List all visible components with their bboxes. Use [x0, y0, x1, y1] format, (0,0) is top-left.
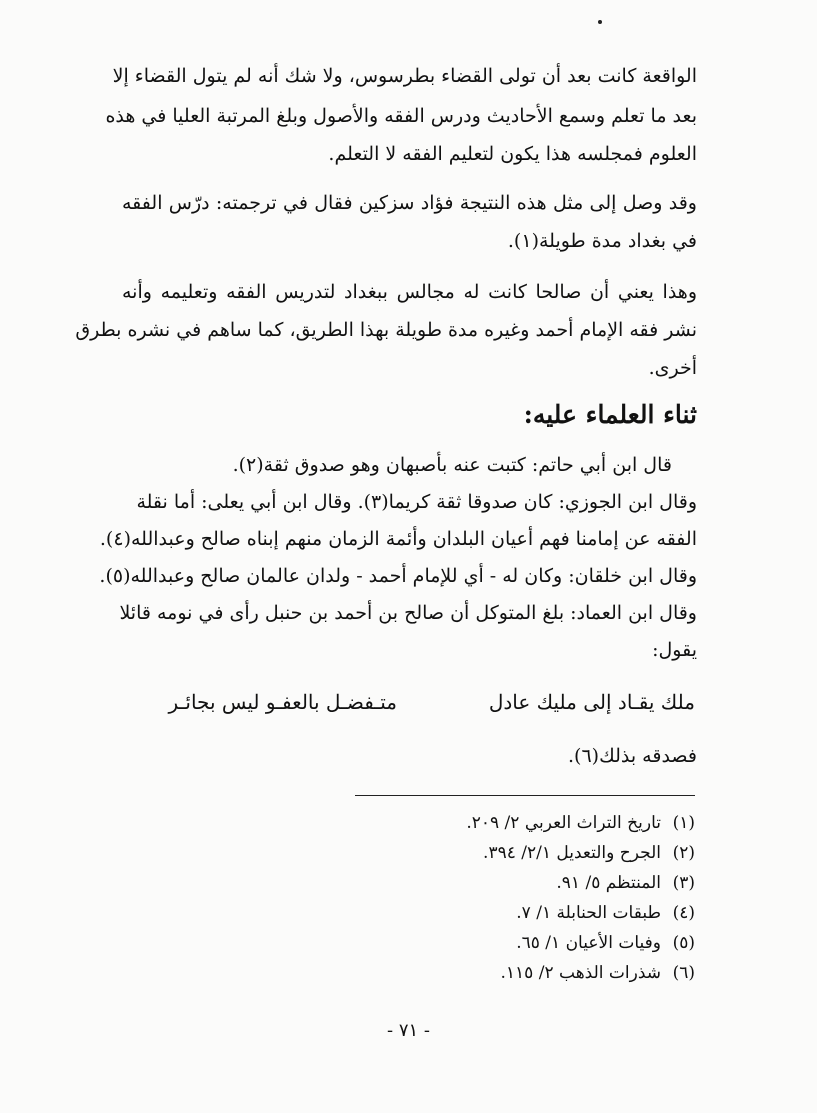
footnote-number: (٥): [672, 933, 695, 953]
footnote-number: (٦): [672, 963, 695, 983]
paragraph-2-line-2: في بغداد مدة طويلة(١).: [507, 230, 697, 252]
quote-line-5: وقال ابن العماد: بلغ المتوكل أن صالح بن أحمد بن حنبل رأى في نومه قائلا: [119, 602, 697, 624]
poem-hemistich-1: ملك يقـاد إلى مليك عادل: [488, 690, 695, 714]
footnote-text: طبقات الحنابلة ١/ ٧.: [516, 903, 661, 923]
section-heading: ثناء العلماء عليه:: [523, 400, 697, 429]
footnote-6: [501, 962, 696, 984]
quote-line-4: وقال ابن خلقان: وكان له - أي للإمام أحمد - ولدان عالمان صالح وعبدالله(٥).: [99, 565, 697, 587]
footnote-text: المنتظم ٥/ ٩١.: [556, 873, 661, 893]
footnote-number: (١): [672, 813, 695, 833]
page-number: - ٧١ -: [387, 1020, 430, 1041]
footnote-text: وفيات الأعيان ١/ ٦٥.: [516, 933, 661, 953]
footnote-5: [516, 932, 695, 954]
paragraph-1-line-2: بعد ما تعلم وسمع الأحاديث ودرس الفقه والأصول وبلغ المرتبة العليا في هذه: [105, 105, 697, 127]
after-poem-line: فصدقه بذلك(٦).: [568, 745, 697, 767]
paragraph-1-line-3: العلوم فمجلسه هذا يكون لتعليم الفقه لا التعلم.: [328, 143, 697, 165]
footnote-text: تاريخ التراث العربي ٢/ ٢٠٩.: [466, 813, 661, 833]
paragraph-2-line-1: وقد وصل إلى مثل هذه النتيجة فؤاد سزكين فقال في ترجمته: درّس الفقه: [122, 192, 697, 214]
footnote-4: [516, 902, 695, 924]
footnote-text: الجرح والتعديل ٢/١/ ٣٩٤.: [483, 843, 661, 863]
footnote-text: شذرات الذهب ٢/ ١١٥.: [500, 963, 661, 983]
footnote-3: [556, 872, 695, 894]
footnote-number: (٣): [672, 873, 695, 893]
footnote-number: (٤): [672, 903, 695, 923]
footnote-divider: [355, 795, 695, 796]
footnote-1: [466, 812, 695, 834]
footnote-number: (٢): [672, 843, 695, 863]
poem-hemistich-2: متـفضـل بالعفـو ليس بجائـر: [168, 690, 397, 714]
speck-mark: [598, 20, 602, 24]
quote-line-6: يقول:: [652, 639, 697, 661]
footnote-2: [483, 842, 695, 864]
paragraph-3-line-3: أخرى.: [648, 357, 697, 379]
quote-line-3: الفقه عن إمامنا فهم أعيان البلدان وأئمة الزمان منهم إبناه صالح وعبدالله(٤).: [99, 528, 697, 550]
paragraph-3-line-1: وهذا يعني أن صالحا كانت له مجالس ببغداد لتدريس الفقه وتعليمه وأنه: [122, 281, 697, 303]
paragraph-3-line-2: نشر فقه الإمام أحمد وغيره مدة طويلة بهذا الطريق، كما ساهم في نشره بطرق: [75, 319, 697, 341]
quote-line-1: قال ابن أبي حاتم: كتبت عنه بأصبهان وهو صدوق ثقة(٢).: [232, 454, 672, 476]
paragraph-1-line-1: الواقعة كانت بعد أن تولى القضاء بطرسوس، ولا شك أنه لم يتول القضاء إلا: [112, 65, 697, 87]
quote-line-2: وقال ابن الجوزي: كان صدوقا ثقة كريما(٣). وقال ابن أبي يعلى: أما نقلة: [136, 491, 697, 513]
